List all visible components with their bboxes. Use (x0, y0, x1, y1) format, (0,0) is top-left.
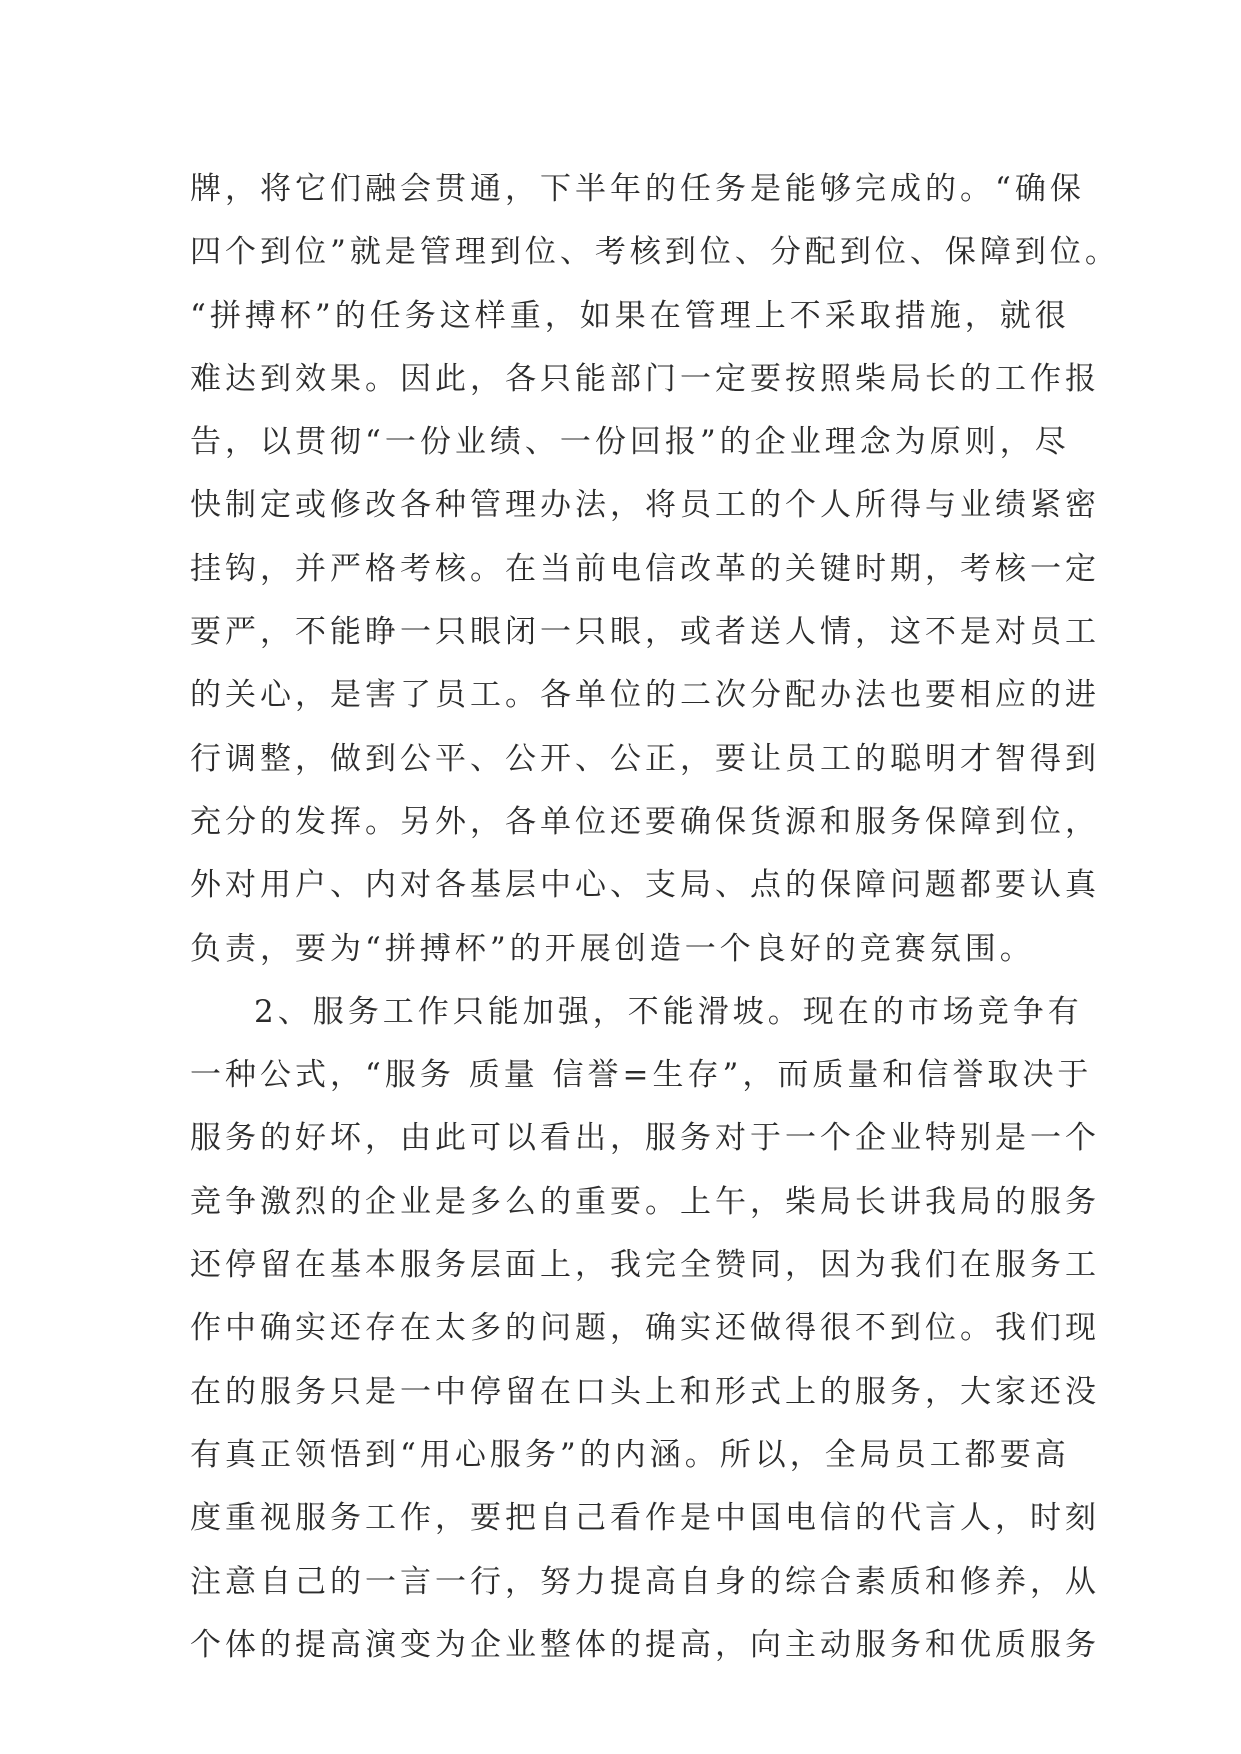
text-line: 还停留在基本服务层面上，我完全赞同，因为我们在服务工 (190, 1247, 1100, 1284)
text-line: 个体的提高演变为企业整体的提高，向主动服务和优质服务 (190, 1626, 1100, 1663)
text-line: 作中确实还存在太多的问题，确实还做得很不到位。我们现 (190, 1310, 1100, 1347)
body-text (190, 158, 1120, 1677)
text-line: 难达到效果。因此，各只能部门一定要按照柴局长的工作报 (190, 360, 1100, 397)
text-line: 有真正领悟到“用心服务”的内涵。所以，全局员工都要高 (190, 1436, 1070, 1473)
text-line: 竞争激烈的企业是多么的重要。上午，柴局长讲我局的服务 (190, 1183, 1100, 1220)
text-line: 要严，不能睁一只眼闭一只眼，或者送人情，这不是对员工 (190, 614, 1100, 651)
text-line: 四个到位”就是管理到位、考核到位、分配到位、保障到位。 (190, 234, 1120, 271)
text-line: 快制定或修改各种管理办法，将员工的个人所得与业绩紧密 (190, 487, 1100, 524)
text-line: 服务的好坏，由此可以看出，服务对于一个企业特别是一个 (190, 1120, 1100, 1157)
text-line: 度重视服务工作，要把自己看作是中国电信的代言人，时刻 (190, 1500, 1100, 1537)
text-line: 负责，要为“拼搏杯”的开展创造一个良好的竞赛氛围。 (190, 930, 1035, 967)
paragraph-start-line: 2、服务工作只能加强，不能滑坡。现在的市场竞争有 (254, 993, 1083, 1030)
text-line: 外对用户、内对各基层中心、支局、点的保障问题都要认真 (190, 867, 1100, 904)
text-line: 的关心，是害了员工。各单位的二次分配办法也要相应的进 (190, 677, 1100, 714)
text-line: 牌，将它们融会贯通，下半年的任务是能够完成的。“确保 (190, 171, 1085, 207)
text-line: 充分的发挥。另外，各单位还要确保货源和服务保障到位， (190, 803, 1100, 840)
text-line: 行调整，做到公平、公开、公正，要让员工的聪明才智得到 (190, 740, 1100, 777)
text-line: 挂钩，并严格考核。在当前电信改革的关键时期，考核一定 (190, 550, 1100, 587)
text-line: 告，以贯彻“一份业绩、一份回报”的企业理念为原则，尽 (190, 424, 1070, 461)
text-line: 注意自己的一言一行，努力提高自身的综合素质和修养，从 (190, 1563, 1100, 1600)
text-line: 在的服务只是一中停留在口头上和形式上的服务，大家还没 (190, 1373, 1100, 1410)
text-line: 一种公式，“服务 质量 信誉=生存”，而质量和信誉取决于 (190, 1057, 1093, 1094)
text-line: “拼搏杯”的任务这样重，如果在管理上不采取措施，就很 (190, 297, 1070, 334)
